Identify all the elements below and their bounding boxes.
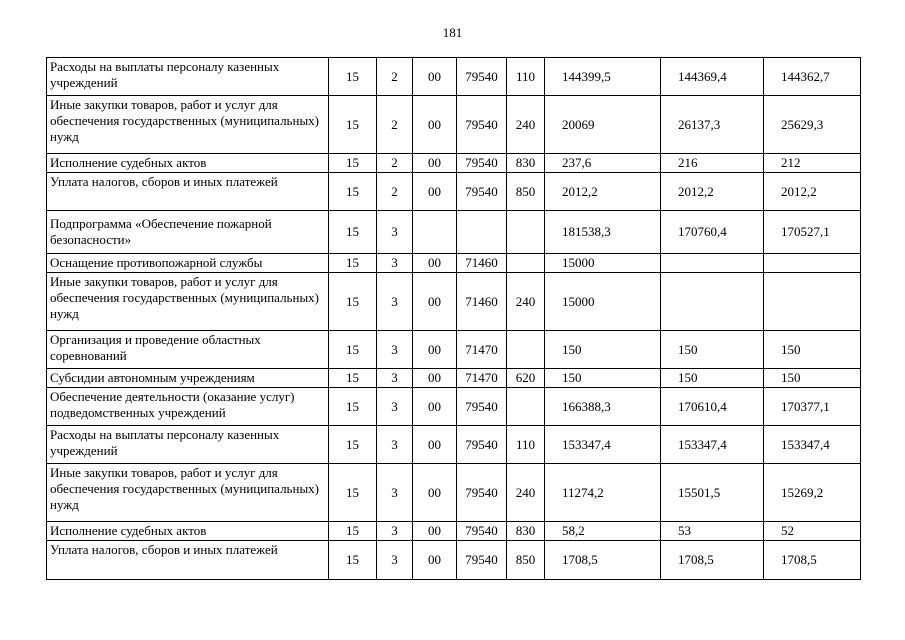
budget-table — [46, 57, 861, 580]
cell-value-2: 144369,4 — [661, 58, 764, 96]
cell-code-4: 71460 — [457, 254, 507, 273]
table-row — [47, 154, 861, 173]
cell-code-1: 15 — [329, 154, 377, 173]
cell-code-2: 3 — [377, 273, 413, 331]
cell-code-3: 00 — [413, 331, 457, 369]
cell-value-1: 150 — [545, 369, 661, 388]
cell-code-1: 15 — [329, 369, 377, 388]
row-name: Уплата налогов, сборов и иных платежей — [47, 541, 329, 580]
cell-value-3: 2012,2 — [764, 173, 861, 211]
cell-code-3: 00 — [413, 58, 457, 96]
cell-code-2: 3 — [377, 541, 413, 580]
cell-code-2: 3 — [377, 522, 413, 541]
cell-code-5 — [507, 254, 545, 273]
cell-value-1: 166388,3 — [545, 388, 661, 426]
cell-value-1: 181538,3 — [545, 211, 661, 254]
cell-code-1: 15 — [329, 96, 377, 154]
table-row — [47, 369, 861, 388]
cell-code-1: 15 — [329, 273, 377, 331]
cell-value-3: 144362,7 — [764, 58, 861, 96]
cell-value-3: 52 — [764, 522, 861, 541]
cell-code-2: 3 — [377, 369, 413, 388]
cell-code-1: 15 — [329, 173, 377, 211]
cell-code-4: 79540 — [457, 522, 507, 541]
cell-code-4 — [457, 211, 507, 254]
cell-code-1: 15 — [329, 254, 377, 273]
cell-value-3 — [764, 273, 861, 331]
cell-code-2: 3 — [377, 464, 413, 522]
cell-code-1: 15 — [329, 541, 377, 580]
cell-value-2: 153347,4 — [661, 426, 764, 464]
cell-code-4: 71470 — [457, 369, 507, 388]
table-row — [47, 211, 861, 254]
row-name: Подпрограмма «Обеспечение пожарной безопасности» — [47, 211, 329, 254]
cell-value-2 — [661, 273, 764, 331]
table-row — [47, 96, 861, 154]
row-name: Иные закупки товаров, работ и услуг для обеспечения государственных (муниципальных) нужд — [47, 96, 329, 154]
row-name: Исполнение судебных актов — [47, 522, 329, 541]
cell-code-4: 79540 — [457, 464, 507, 522]
table-row — [47, 58, 861, 96]
cell-code-3: 00 — [413, 369, 457, 388]
cell-code-5 — [507, 388, 545, 426]
cell-code-3: 00 — [413, 254, 457, 273]
cell-value-3: 25629,3 — [764, 96, 861, 154]
row-name: Исполнение судебных актов — [47, 154, 329, 173]
cell-code-5: 110 — [507, 426, 545, 464]
cell-code-3: 00 — [413, 426, 457, 464]
cell-value-3: 150 — [764, 369, 861, 388]
table-row — [47, 541, 861, 580]
cell-code-5: 830 — [507, 154, 545, 173]
cell-code-3: 00 — [413, 273, 457, 331]
cell-code-4: 79540 — [457, 173, 507, 211]
table-row — [47, 273, 861, 331]
cell-value-2: 15501,5 — [661, 464, 764, 522]
cell-code-5 — [507, 211, 545, 254]
page-number: 181 — [442, 25, 463, 40]
row-name: Иные закупки товаров, работ и услуг для обеспечения государственных (муниципальных) нужд — [47, 273, 329, 331]
cell-value-1: 153347,4 — [545, 426, 661, 464]
cell-code-1: 15 — [329, 388, 377, 426]
cell-code-5: 830 — [507, 522, 545, 541]
table-row — [47, 522, 861, 541]
cell-value-3: 15269,2 — [764, 464, 861, 522]
cell-value-2: 1708,5 — [661, 541, 764, 580]
cell-code-2: 2 — [377, 154, 413, 173]
cell-code-3: 00 — [413, 541, 457, 580]
cell-value-2 — [661, 254, 764, 273]
cell-code-2: 3 — [377, 388, 413, 426]
table-row — [47, 173, 861, 211]
table-row — [47, 464, 861, 522]
cell-value-3: 170377,1 — [764, 388, 861, 426]
cell-code-1: 15 — [329, 331, 377, 369]
cell-value-1: 11274,2 — [545, 464, 661, 522]
cell-value-2: 170610,4 — [661, 388, 764, 426]
row-name: Обеспечение деятельности (оказание услуг) подведомственных учреждений — [47, 388, 329, 426]
cell-value-1: 2012,2 — [545, 173, 661, 211]
table-row — [47, 331, 861, 369]
cell-value-1: 15000 — [545, 273, 661, 331]
cell-value-2: 150 — [661, 331, 764, 369]
cell-code-3 — [413, 211, 457, 254]
cell-value-1: 144399,5 — [545, 58, 661, 96]
cell-code-5: 850 — [507, 173, 545, 211]
cell-code-1: 15 — [329, 211, 377, 254]
cell-code-4: 79540 — [457, 426, 507, 464]
cell-code-3: 00 — [413, 154, 457, 173]
table-row — [47, 388, 861, 426]
cell-code-2: 3 — [377, 211, 413, 254]
cell-value-2: 26137,3 — [661, 96, 764, 154]
cell-code-4: 79540 — [457, 96, 507, 154]
row-name: Уплата налогов, сборов и иных платежей — [47, 173, 329, 211]
row-name: Организация и проведение областных соревнований — [47, 331, 329, 369]
cell-code-5: 620 — [507, 369, 545, 388]
cell-code-4: 79540 — [457, 541, 507, 580]
cell-value-2: 150 — [661, 369, 764, 388]
cell-code-1: 15 — [329, 464, 377, 522]
cell-code-5: 240 — [507, 273, 545, 331]
cell-code-3: 00 — [413, 388, 457, 426]
cell-code-5: 240 — [507, 464, 545, 522]
row-name: Иные закупки товаров, работ и услуг для обеспечения государственных (муниципальных) нужд — [47, 464, 329, 522]
cell-code-3: 00 — [413, 464, 457, 522]
row-name: Расходы на выплаты персоналу казенных учреждений — [47, 426, 329, 464]
cell-code-4: 79540 — [457, 388, 507, 426]
cell-code-1: 15 — [329, 522, 377, 541]
cell-code-1: 15 — [329, 426, 377, 464]
table-row — [47, 426, 861, 464]
cell-value-1: 1708,5 — [545, 541, 661, 580]
cell-value-2: 170760,4 — [661, 211, 764, 254]
cell-code-4: 71460 — [457, 273, 507, 331]
cell-code-2: 3 — [377, 426, 413, 464]
cell-value-3 — [764, 254, 861, 273]
cell-code-2: 2 — [377, 173, 413, 211]
cell-code-5: 850 — [507, 541, 545, 580]
cell-code-2: 3 — [377, 254, 413, 273]
cell-code-2: 2 — [377, 96, 413, 154]
cell-value-3: 212 — [764, 154, 861, 173]
cell-code-2: 2 — [377, 58, 413, 96]
cell-code-5 — [507, 331, 545, 369]
cell-code-3: 00 — [413, 173, 457, 211]
cell-value-3: 153347,4 — [764, 426, 861, 464]
row-name: Субсидии автономным учреждениям — [47, 369, 329, 388]
cell-code-3: 00 — [413, 522, 457, 541]
cell-value-2: 216 — [661, 154, 764, 173]
cell-value-1: 15000 — [545, 254, 661, 273]
table-row — [47, 254, 861, 273]
cell-code-1: 15 — [329, 58, 377, 96]
cell-code-4: 71470 — [457, 331, 507, 369]
cell-value-1: 20069 — [545, 96, 661, 154]
row-name: Оснащение противопожарной службы — [47, 254, 329, 273]
cell-code-4: 79540 — [457, 154, 507, 173]
cell-value-2: 53 — [661, 522, 764, 541]
cell-value-2: 2012,2 — [661, 173, 764, 211]
cell-code-3: 00 — [413, 96, 457, 154]
row-name: Расходы на выплаты персоналу казенных учреждений — [47, 58, 329, 96]
cell-value-3: 1708,5 — [764, 541, 861, 580]
cell-value-1: 58,2 — [545, 522, 661, 541]
cell-value-1: 150 — [545, 331, 661, 369]
cell-value-1: 237,6 — [545, 154, 661, 173]
cell-value-3: 170527,1 — [764, 211, 861, 254]
cell-value-3: 150 — [764, 331, 861, 369]
cell-code-4: 79540 — [457, 58, 507, 96]
cell-code-5: 240 — [507, 96, 545, 154]
cell-code-2: 3 — [377, 331, 413, 369]
cell-code-5: 110 — [507, 58, 545, 96]
